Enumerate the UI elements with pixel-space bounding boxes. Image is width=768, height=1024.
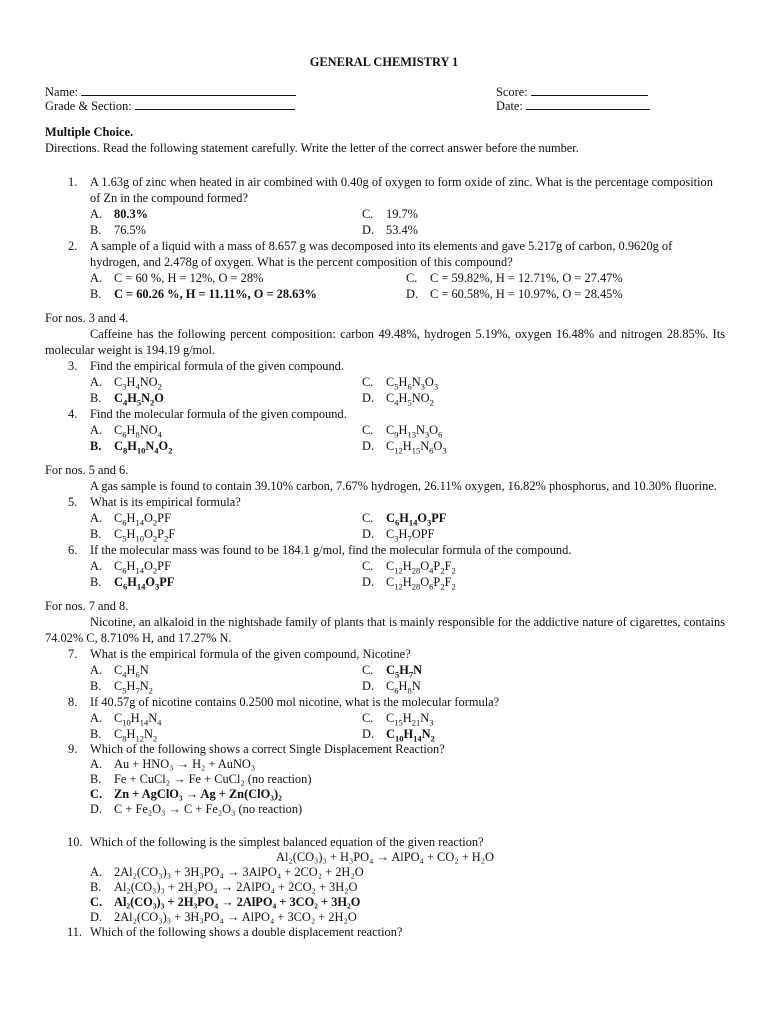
option-c: $C_6H_{14}O_3PF$ xyxy=(386,511,447,528)
option-a: $C_6H_{14}O_2PF$ xyxy=(114,511,171,528)
question-2 xyxy=(45,238,725,270)
score-label: Score: xyxy=(496,85,528,99)
question-text: A 1.63g of zinc when heated in air combined with 0.40g of oxygen to form oxide of zinc. What is the percentage composition of Zn in the compound formed? xyxy=(90,175,713,205)
option-d: C = 60.58%, H = 10.97%, O = 28.45% xyxy=(430,287,623,301)
question-number: 6. xyxy=(68,543,78,557)
option-a: $C_3H_4NO_2$ xyxy=(114,375,162,392)
option-c: $C_{12}H_{28}O_4P_2F_2$ xyxy=(386,559,456,576)
name-label: Name: xyxy=(45,85,79,99)
group-passage: Nicotine, an alkaloid in the nightshade family of plants that is mainly responsible for the addictive nature of cigarettes, contains 74.02% C, 8.710% H, and 17.27% N. xyxy=(45,615,725,645)
option-c: $C_{15}H_{21}N_3$ xyxy=(386,711,434,728)
name-blank[interactable] xyxy=(81,84,296,96)
option-c: Zn + AgClO₃ → Ag + Zn(ClO₃)₂ xyxy=(114,787,282,801)
group-heading: For nos. 5 and 6. xyxy=(45,463,129,477)
option-a: Au + HNO₃ → H₂ + AuNO₃ xyxy=(114,757,256,771)
grade-field-row xyxy=(45,98,295,114)
option-c: $C_5H_6N_3O_3$ xyxy=(386,375,439,392)
group-heading: For nos. 3 and 4. xyxy=(45,311,129,325)
grade-label: Grade & Section: xyxy=(45,99,132,113)
option-b: C = 60.26 %, H = 11.11%, O = 28.63% xyxy=(114,287,317,301)
question-9-options: A. Au + HNO₃ → H₂ + AuNO₃ B. Fe + CuCl₂ → Fe + CuCl₂ (no reaction) C. Zn + AgClO₃ → Ag + Zn(ClO₃)₂ D. C + Fe₂O₃ → C + Fe₂O₃ (no reaction) xyxy=(90,757,312,816)
question-text: What is its empirical formula? xyxy=(90,495,241,509)
option-b: $C_6H_{14}O_3PF$ xyxy=(114,575,175,592)
option-d: $C_{12}H_{15}N_6O_3$ xyxy=(386,439,447,456)
question-6-options: A. $C_6H_{14}O_2PF$ C. $C_{12}H_{28}O_4P_2F_2$ B. $C_6H_{14}O_3PF$ D. $C_{12}H_{28}O_6P_2F_2$ xyxy=(90,559,456,592)
given-reaction: Al₂(CO₃)₃ + H₃PO₄ → AlPO₄ + CO₂ + H₂O xyxy=(276,850,494,864)
option-c: $C_5H_7N$ xyxy=(386,663,423,680)
question-2-options: A. C = 60 %, H = 12%, O = 28% C. C = 59.82%, H = 12.71%, O = 27.47% B. C = 60.26 %, H = 11.11%, O = 28.63% D. C = 60.58%, H = 10.97%, O = 28.45% xyxy=(90,271,623,301)
option-a: $C_6H_{14}O_2PF$ xyxy=(114,559,171,576)
question-number: 3. xyxy=(68,359,78,373)
question-6 xyxy=(45,542,725,558)
option-a: $C_6H_8NO_4$ xyxy=(114,423,162,440)
question-text: Find the molecular formula of the given compound. xyxy=(90,407,347,421)
question-text: If 40.57g of nicotine contains 0.2500 mol nicotine, what is the molecular formula? xyxy=(90,695,500,709)
question-number: 8. xyxy=(68,695,78,709)
question-3-options: A. $C_3H_4NO_2$ C. $C_5H_6N_3O_3$ B. $C_4H_5N_2O$ D. $C_4H_5NO_2$ xyxy=(90,375,439,408)
question-text: Which of the following is the simplest balanced equation of the given reaction? xyxy=(90,835,484,849)
option-d: $C_6H_8N$ xyxy=(386,679,421,696)
exam-content xyxy=(45,124,725,940)
question-9 xyxy=(45,742,725,757)
option-c: C = 59.82%, H = 12.71%, O = 27.47% xyxy=(430,271,623,285)
option-b: $C_5H_7N_2$ xyxy=(114,679,153,696)
date-field-row xyxy=(496,98,650,114)
option-a: 80.3% xyxy=(114,207,149,221)
question-number: 7. xyxy=(68,647,78,661)
question-10-options: A. 2Al₂(CO₃)₃ + 3H₃PO₄ → 3AlPO₄ + 2CO₂ + 2H₂O B. Al₂(CO₃)₃ + 2H₃PO₄ → 2AlPO₄ + 2CO₂ + 3H₂O C. Al₂(CO₃)₃ + 2H₃PO₄ → 2AlPO₄ + 3CO₂ + 3H₂O D. 2Al₂(CO₃)₃ + 3H₃PO₄ → AlPO₄ + 3CO₂ + 2H₂O xyxy=(90,865,364,924)
question-number: 1. xyxy=(68,175,78,189)
group-passage: A gas sample is found to contain 39.10% carbon, 7.67% hydrogen, 26.11% oxygen, 16.82% phosphorus, and 10.30% fluorine. xyxy=(90,479,717,493)
page-title: GENERAL CHEMISTRY 1 xyxy=(309,55,459,69)
grade-blank[interactable] xyxy=(135,98,295,110)
score-blank[interactable] xyxy=(531,84,648,96)
question-number: 9. xyxy=(68,742,78,756)
option-d: 53.4% xyxy=(386,223,419,237)
option-d: C + Fe₂O₃ → C + Fe₂O₃ (no reaction) xyxy=(114,802,303,816)
option-d: $C_3H_7OPF$ xyxy=(386,527,435,544)
option-d: $C_{10}H_{14}N_2$ xyxy=(386,727,435,744)
directions: Directions. Read the following statement carefully. Write the letter of the correct answer before the number. xyxy=(45,141,579,155)
option-b: Fe + CuCl₂ → Fe + CuCl₂ (no reaction) xyxy=(114,772,312,786)
option-a: 2Al₂(CO₃)₃ + 3H₃PO₄ → 3AlPO₄ + 2CO₂ + 2H₂O xyxy=(114,865,364,879)
question-text: If the molecular mass was found to be 184.1 g/mol, find the molecular formula of the compound. xyxy=(90,543,572,557)
question-5-options: A. $C_6H_{14}O_2PF$ C. $C_6H_{14}O_3PF$ B. $C_5H_{10}O_2P_2F$ D. $C_3H_7OPF$ xyxy=(90,511,447,544)
question-8 xyxy=(45,694,725,710)
option-d: $C_{12}H_{28}O_6P_2F_2$ xyxy=(386,575,456,592)
option-b: $C_4H_5N_2O$ xyxy=(114,391,164,408)
question-3 xyxy=(45,358,725,374)
date-label: Date: xyxy=(496,99,523,113)
question-text: Which of the following shows a correct Single Displacement Reaction? xyxy=(90,742,445,756)
option-b: $C_8H_{10}N_4O_2$ xyxy=(114,439,173,456)
option-c: Al₂(CO₃)₃ + 2H₃PO₄ → 2AlPO₄ + 3CO₂ + 3H₂O xyxy=(114,895,361,909)
question-5 xyxy=(45,494,725,510)
question-1-options: A. 80.3% C. 19.7% B. 76.5% D. 53.4% xyxy=(90,207,419,237)
question-number: 10. xyxy=(67,835,83,849)
question-text: Find the empirical formula of the given compound. xyxy=(90,359,344,373)
question-text: What is the empirical formula of the given compound, Nicotine? xyxy=(90,647,411,661)
question-text: Which of the following shows a double displacement reaction? xyxy=(90,925,403,939)
group-heading: For nos. 7 and 8. xyxy=(45,599,129,613)
question-7-options: A. $C_4H_6N$ C. $C_5H_7N$ B. $C_5H_7N_2$ D. $C_6H_8N$ xyxy=(90,663,423,696)
question-number: 11. xyxy=(67,925,83,939)
option-c: 19.7% xyxy=(386,207,419,221)
question-text: A sample of a liquid with a mass of 8.657 g was decomposed into its elements and gave 5.217g of carbon, 0.9620g of hydrogen, and 2.478g of oxygen. What is the percent composition of this compound? xyxy=(90,239,673,269)
option-b: $C_8H_{12}N_2$ xyxy=(114,727,158,744)
group-passage: Caffeine has the following percent composition: carbon 49.48%, hydrogen 5.19%, oxygen 16.48% and nitrogen 28.85%. Its molecular weight is 194.19 g/mol. xyxy=(45,327,725,357)
question-4-options: A. $C_6H_8NO_4$ C. $C_9H_{13}N_3O_6$ B. $C_8H_{10}N_4O_2$ D. $C_{12}H_{15}N_6O_3$ xyxy=(90,423,447,456)
question-8-options: A. $C_{10}H_{14}N_4$ C. $C_{15}H_{21}N_3$ B. $C_8H_{12}N_2$ D. $C_{10}H_{14}N_2$ xyxy=(90,711,435,744)
option-d: 2Al₂(CO₃)₃ + 3H₃PO₄ → AlPO₄ + 3CO₂ + 2H₂O xyxy=(114,910,357,924)
option-a: C = 60 %, H = 12%, O = 28% xyxy=(114,271,264,285)
question-7 xyxy=(45,646,725,662)
section-title: Multiple Choice. xyxy=(45,125,134,139)
option-c: $C_9H_{13}N_3O_6$ xyxy=(386,423,443,440)
question-number: 5. xyxy=(68,495,78,509)
question-1 xyxy=(45,174,725,206)
option-a: $C_4H_6N$ xyxy=(114,663,149,680)
question-11 xyxy=(45,925,725,940)
question-10 xyxy=(45,835,725,850)
option-b: Al₂(CO₃)₃ + 2H₃PO₄ → 2AlPO₄ + 2CO₂ + 3H₂O xyxy=(114,880,358,894)
option-b: $C_5H_{10}O_2P_2F$ xyxy=(114,527,176,544)
option-b: 76.5% xyxy=(114,223,147,237)
date-blank[interactable] xyxy=(526,98,650,110)
option-d: $C_4H_5NO_2$ xyxy=(386,391,434,408)
question-number: 2. xyxy=(68,239,78,253)
question-4 xyxy=(45,406,725,422)
question-number: 4. xyxy=(68,407,78,421)
option-a: $C_{10}H_{14}N_4$ xyxy=(114,711,162,728)
